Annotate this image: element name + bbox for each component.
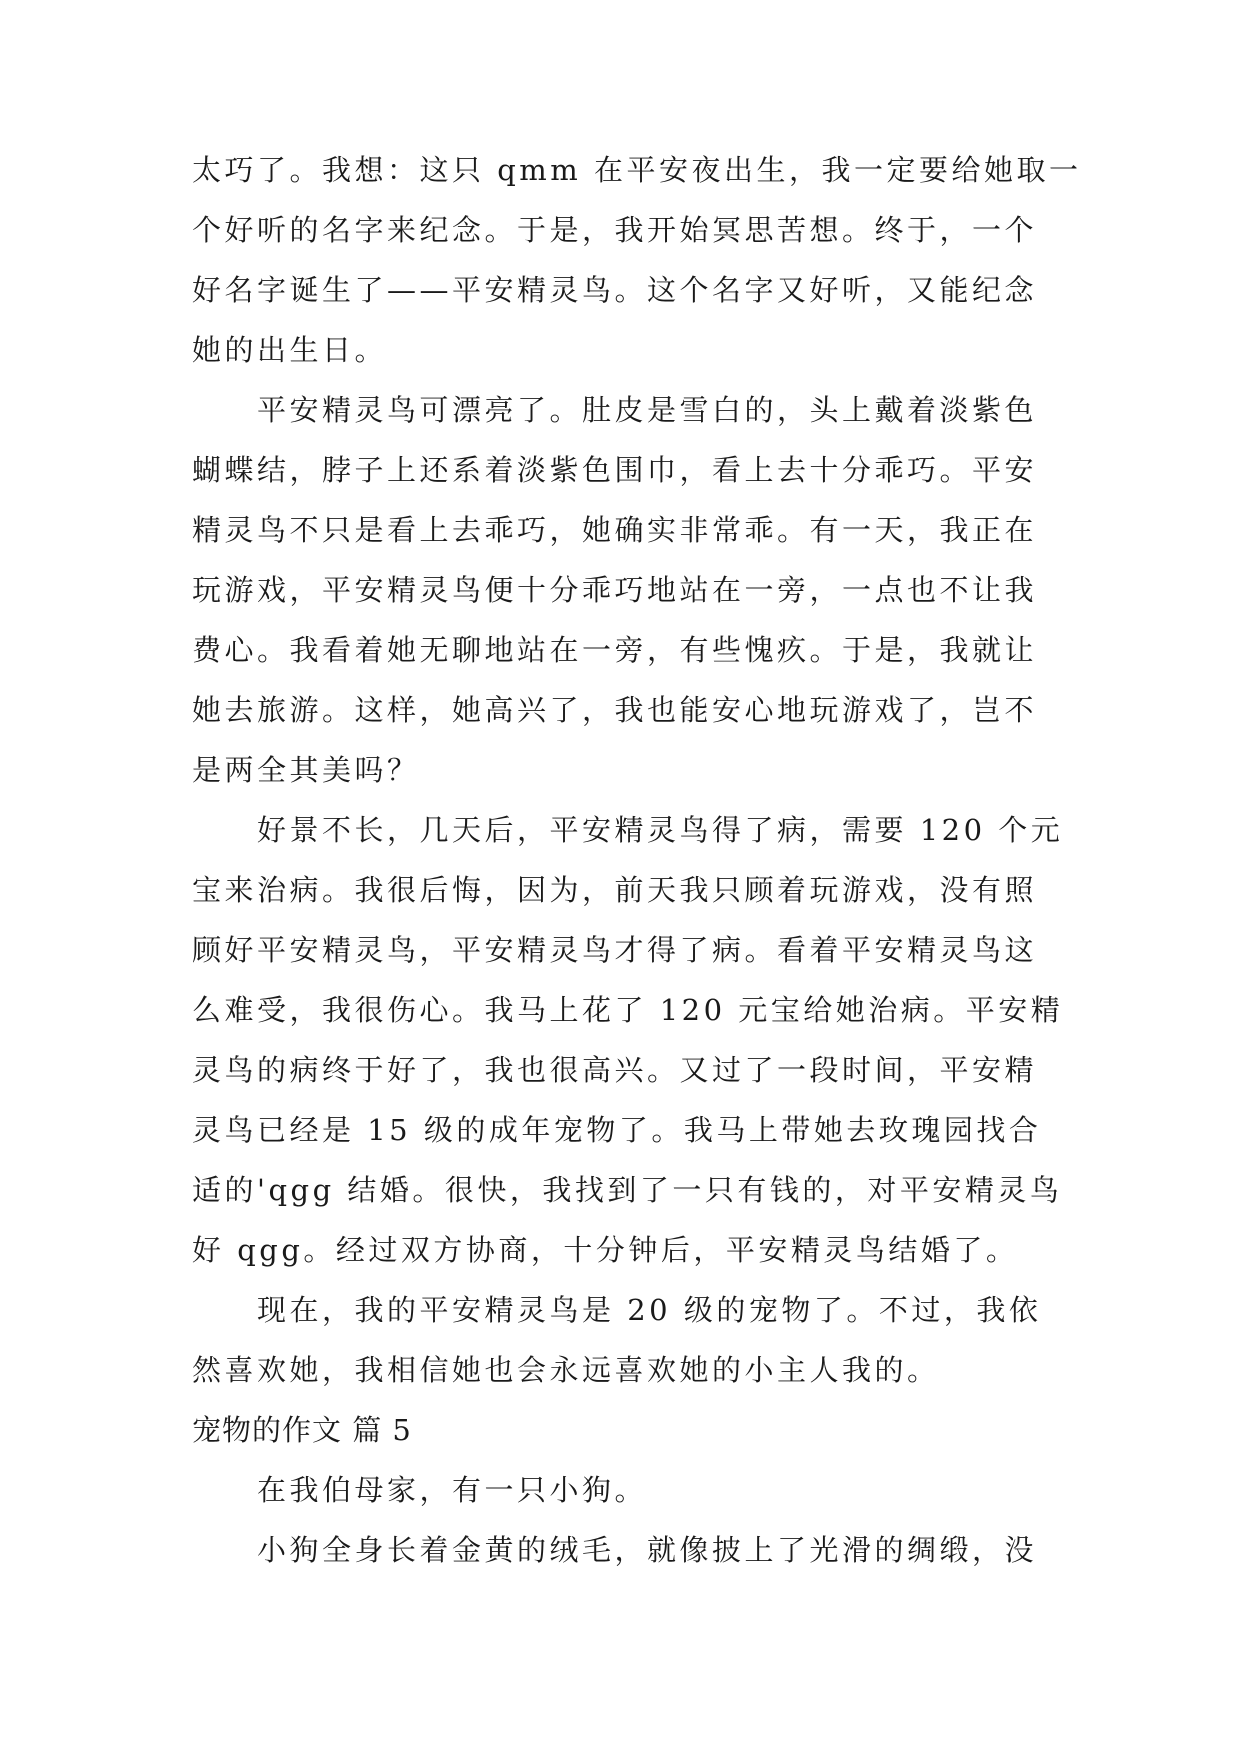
text-line: 好名字诞生了——平安精灵鸟。这个名字又好听，又能纪念 [192,273,1038,307]
text-line: 个好听的名字来纪念。于是，我开始冥思苦想。终于，一个 [192,213,1038,247]
text-line: 她去旅游。这样，她高兴了，我也能安心地玩游戏了，岂不 [192,693,1038,727]
text-line: 宝来治病。我很后悔，因为，前天我只顾着玩游戏，没有照 [192,873,1038,907]
text-line: 然喜欢她，我相信她也会永远喜欢她的小主人我的。 [192,1353,940,1387]
text-line: 适的'qgg 结婚。很快，我找到了一只有钱的，对平安精灵鸟 [192,1173,1063,1207]
text-line: 顾好平安精灵鸟，平安精灵鸟才得了病。看着平安精灵鸟这 [192,933,1038,967]
text-line: 蝴蝶结，脖子上还系着淡紫色围巾，看上去十分乖巧。平安 [192,453,1038,487]
text-line: 现在，我的平安精灵鸟是 20 级的宠物了。不过，我依 [192,1293,1042,1327]
text-line: 费心。我看着她无聊地站在一旁，有些愧疚。于是，我就让 [192,633,1038,667]
text-line: 好景不长，几天后，平安精灵鸟得了病，需要 120 个元 [192,813,1064,847]
text-line: 她的出生日。 [192,333,388,367]
text-line: 灵鸟已经是 15 级的成年宠物了。我马上带她去玫瑰园找合 [192,1113,1042,1147]
text-line: 玩游戏，平安精灵鸟便十分乖巧地站在一旁，一点也不让我 [192,573,1038,607]
section-heading: 宠物的作文 篇 5 [192,1413,412,1447]
text-line: 小狗全身长着金黄的绒毛，就像披上了光滑的绸缎，没 [192,1533,1038,1567]
text-line: 精灵鸟不只是看上去乖巧，她确实非常乖。有一天，我正在 [192,513,1038,547]
text-line: 太巧了。我想：这只 qmm 在平安夜出生，我一定要给她取一 [192,153,1082,187]
text-line: 在我伯母家，有一只小狗。 [192,1473,648,1507]
document-body [192,140,1082,1580]
text-line: 是两全其美吗？ [192,753,420,787]
text-line: 平安精灵鸟可漂亮了。肚皮是雪白的，头上戴着淡紫色 [192,393,1038,427]
text-line: 灵鸟的病终于好了，我也很高兴。又过了一段时间，平安精 [192,1053,1038,1087]
text-line: 好 qgg。经过双方协商，十分钟后，平安精灵鸟结婚了。 [192,1233,1019,1267]
text-line: 么难受，我很伤心。我马上花了 120 元宝给她治病。平安精 [192,993,1064,1027]
